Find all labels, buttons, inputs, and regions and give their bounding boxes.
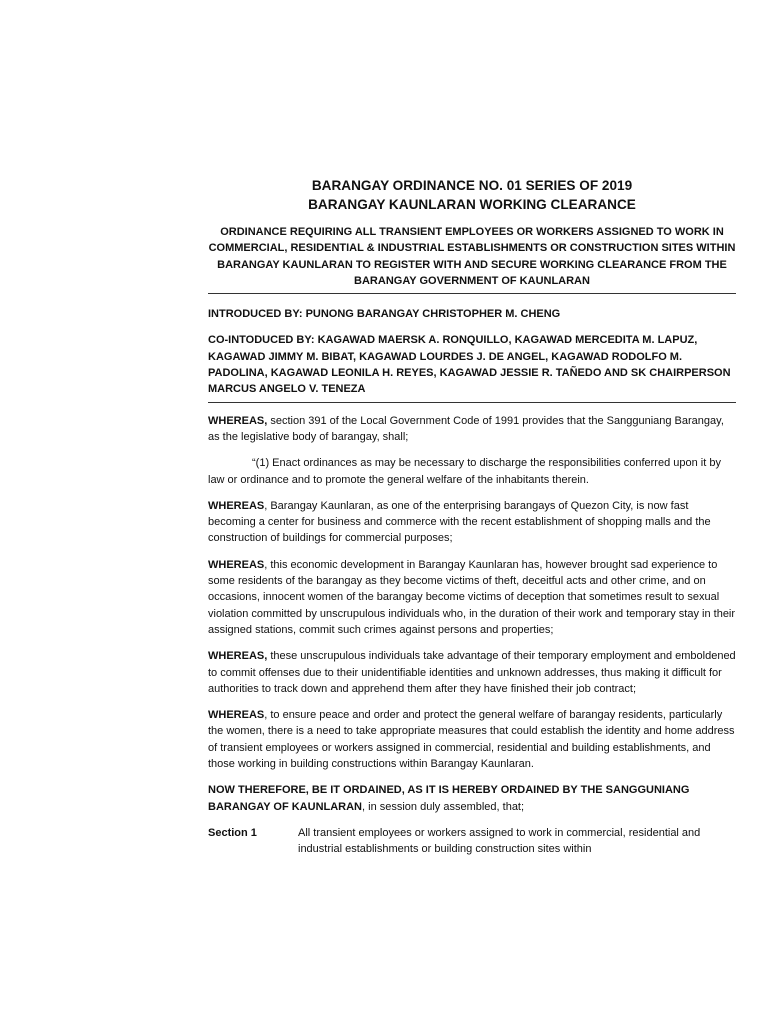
ordinance-subject: BARANGAY KAUNLARAN WORKING CLEARANCE <box>308 197 636 212</box>
ordinance-title: BARANGAY ORDINANCE NO. 01 SERIES OF 2019 <box>311 178 633 193</box>
whereas-label: WHEREAS, <box>208 414 268 427</box>
whereas-label: WHEREAS <box>208 499 265 512</box>
whereas-paragraph-1 <box>208 413 736 446</box>
whereas-label: WHEREAS <box>208 558 265 571</box>
divider-top <box>208 293 736 294</box>
section-1 <box>208 825 736 858</box>
ordinance-document <box>208 176 736 858</box>
ordaining-clause-text: , in session duly assembled, that; <box>362 800 525 813</box>
whereas-label: WHEREAS <box>208 709 265 722</box>
whereas-paragraph-4 <box>208 648 736 697</box>
divider-bottom <box>208 402 736 403</box>
whereas-label: WHEREAS, <box>208 650 268 663</box>
ordaining-clause <box>208 782 736 815</box>
whereas-paragraph-2 <box>208 498 736 547</box>
title-block <box>208 176 736 214</box>
ordaining-clause-bold: NOW THEREFORE, BE IT ORDAINED, AS IT IS HEREBY ORDAINED BY THE SANGGUNIANG BARANGAY OF KAUNLARAN <box>208 784 690 813</box>
whereas-paragraph-5 <box>208 707 736 772</box>
whereas-paragraph-3 <box>208 557 736 638</box>
section-1-label: Section 1 <box>208 826 257 839</box>
introduced-by: INTRODUCED BY: PUNONG BARANGAY CHRISTOPHER M. CHENG <box>208 308 561 321</box>
section-1-text: All transient employees or workers assigned to work in commercial, residential and industrial establishments or building construction sites within <box>298 826 701 856</box>
paragraph-text: these unscrupulous individuals take advantage of their temporary employment and emboldened to commit offenses due to their unidentifiable identities and unknown addresses, thus making it difficult for authorities to track down and apprehend them after they have finished their job contract; <box>208 650 736 695</box>
co-introduced-by: CO-INTODUCED BY: KAGAWAD MAERSK A. RONQUILLO, KAGAWAD MERCEDITA M. LAPUZ, KAGAWAD JIMMY M. BIBAT, KAGAWAD LOURDES J. DE ANGEL, KAGAWAD RODOLFO M. PADOLINA, KAGAWAD LEONILA H. REYES, KAGAWAD JESSIE R. TAÑEDO AND SK CHAIRPERSON MARCUS ANGELO V. TENEZA <box>208 334 731 396</box>
ordinance-description: ORDINANCE REQUIRING ALL TRANSIENT EMPLOYEES OR WORKERS ASSIGNED TO WORK IN COMMERCIAL, RESIDENTIAL & INDUSTRIAL ESTABLISHMENTS OR CONSTRUCTION SITES WITHIN BARANGAY KAUNLARAN TO REGISTER WITH AND SECURE WORKING CLEARANCE FROM THE BARANGAY GOVERNMENT OF KAUNLARAN <box>208 226 736 287</box>
paragraph-text: , this economic development in Barangay Kaunlaran has, however brought sad experience to some residents of the barangay as they become victims of theft, deceitful acts and other crime, and on occasions, innocent women of the barangay become victims of deception that sometimes result to sexual violation committed by unscrupulous individuals who, in the duration of their work and temporary stay in their assigned stations, commit such crimes against persons and properties; <box>208 558 736 636</box>
paragraph-text: , to ensure peace and order and protect the general welfare of barangay residents, particularly the women, there is a need to take appropriate measures that could establish the identity and home address of transient employees or workers assigned in commercial, residential and building establishments, and those working in building constructions within Barangay Kaunlaran. <box>208 709 735 771</box>
paragraph-text: section 391 of the Local Government Code of 1991 provides that the Sangguniang Barangay, as the legislative body of barangay, shall; <box>208 414 724 443</box>
quoted-provision: “(1) Enact ordinances as may be necessary to discharge the responsibilities conferred upon it by law or ordinance and to promote the general welfare of the inhabitants therein. <box>208 457 721 486</box>
paragraph-text: , Barangay Kaunlaran, as one of the enterprising barangays of Quezon City, is now fast becoming a center for business and commerce with the recent establishment of shopping malls and the construction of buildings for commercial purposes; <box>208 499 711 545</box>
